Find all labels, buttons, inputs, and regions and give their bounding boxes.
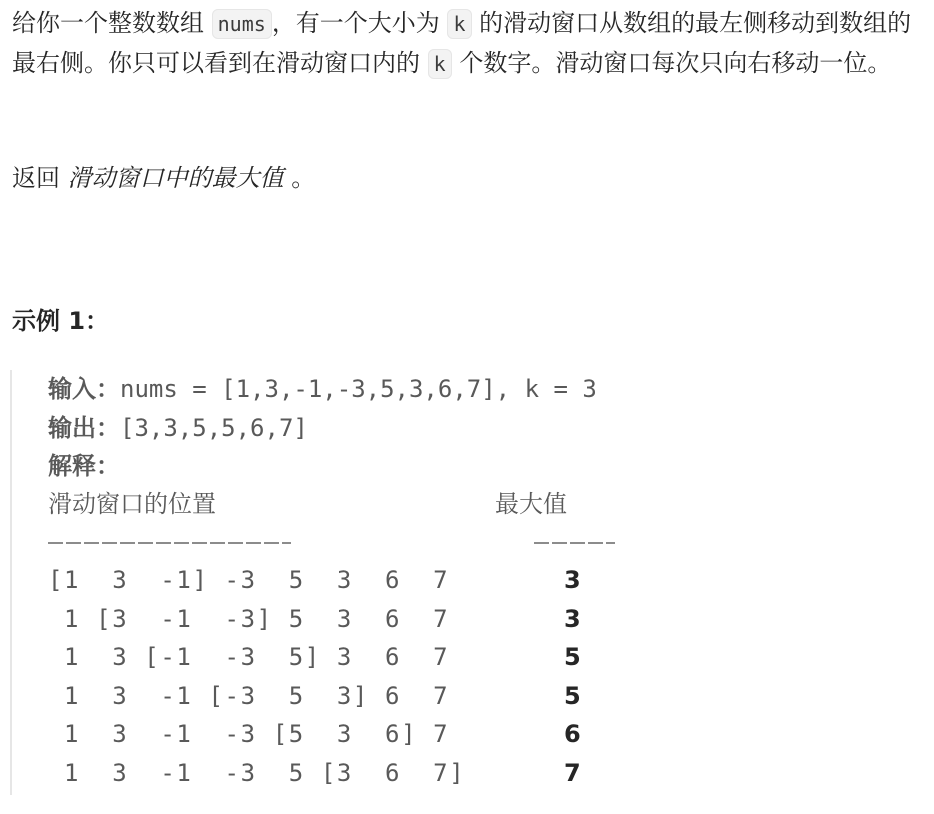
example-output-line	[48, 413, 308, 443]
max-value: 7	[564, 759, 581, 787]
window-row: [1 3 -1] -3 5 3 6 7	[48, 566, 450, 594]
example-input-line	[48, 374, 597, 404]
code-k: k	[447, 9, 471, 39]
max-value: 5	[564, 643, 581, 672]
desc-text-3: 的滑动窗口从数组的最左侧移动到数组的最右侧。你只可以看到在滑动窗口内的	[12, 9, 912, 77]
return-emphasis: 滑动窗口中的最大值	[67, 164, 284, 192]
input-value: nums = [1,3,-1,-3,5,3,6,7], k = 3	[120, 375, 597, 403]
example-explain-line	[48, 451, 120, 481]
max-value: 3	[564, 604, 581, 633]
code-nums: nums	[212, 9, 272, 39]
example-block	[10, 370, 892, 795]
max-value: 3	[564, 566, 581, 594]
explain-label: 解释：	[48, 452, 120, 480]
return-suffix: 。	[283, 164, 316, 192]
problem-description	[12, 4, 922, 84]
input-label: 输入：	[48, 375, 120, 403]
divider-window	[48, 542, 291, 544]
example-heading: 示例 1：	[12, 307, 110, 335]
window-row: 1 3 [-1 -3 5] 3 6 7	[48, 643, 450, 672]
output-value: [3,3,5,5,6,7]	[120, 414, 308, 442]
desc-text-2: ，有一个大小为	[271, 9, 448, 37]
window-row: 1 3 -1 -3 [5 3 6] 7	[48, 720, 450, 749]
window-row: 1 3 -1 [-3 5 3] 6 7	[48, 681, 450, 710]
desc-text-1: 给你一个整数数组	[12, 9, 212, 37]
column-header-window: 滑动窗口的位置	[48, 490, 216, 518]
desc-text-4: 个数字。滑动窗口每次只向右移动一位。	[451, 49, 892, 77]
return-statement	[12, 159, 922, 198]
max-value: 5	[564, 681, 581, 710]
output-label: 输出：	[48, 414, 120, 442]
max-value: 6	[564, 720, 581, 749]
return-prefix: 返回	[12, 164, 68, 192]
divider-max	[534, 542, 615, 544]
code-k: k	[428, 49, 452, 79]
window-row: 1 [3 -1 -3] 5 3 6 7	[48, 604, 450, 633]
column-header-max: 最大值	[495, 490, 567, 518]
window-row: 1 3 -1 -3 5 [3 6 7]	[48, 759, 466, 787]
